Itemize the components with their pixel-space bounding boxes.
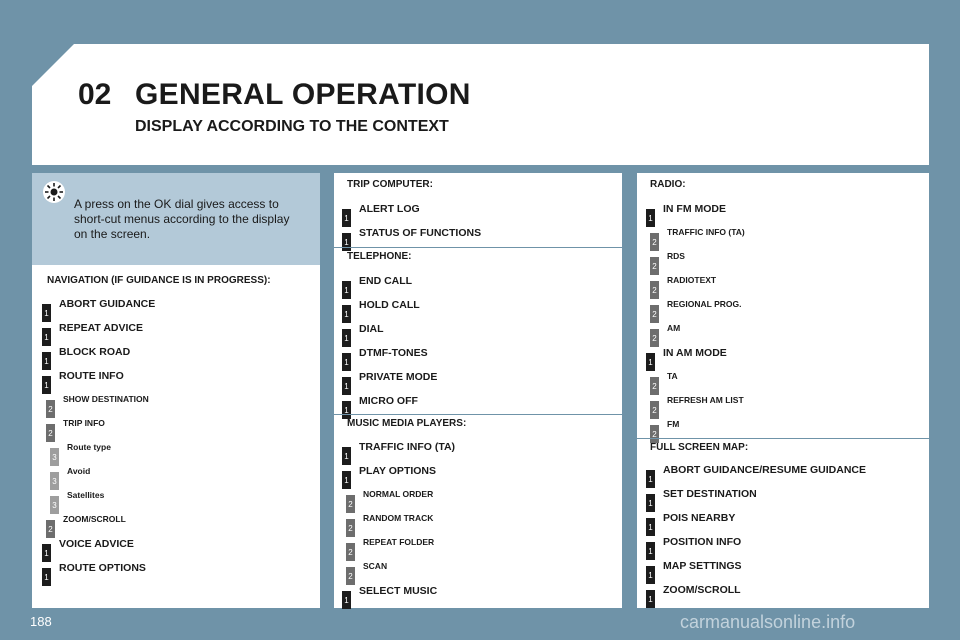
menu-item: VOICE ADVICE — [59, 538, 134, 550]
menu-item: SET DESTINATION — [663, 488, 757, 500]
menu-level-badge: 2 — [650, 425, 659, 443]
menu-item: DTMF-TONES — [359, 347, 428, 359]
menu-level-badge: 1 — [646, 470, 655, 488]
menu-item: ZOOM/SCROLL — [663, 584, 741, 596]
menu-item: Satellites — [67, 490, 105, 500]
menu-level-badge: 1 — [646, 518, 655, 536]
menu-item: AM — [667, 323, 681, 333]
radio-heading: RADIO: — [650, 179, 686, 190]
menu-level-badge: 1 — [42, 376, 51, 394]
menu-item: TRAFFIC INFO (TA) — [667, 227, 745, 237]
menu-item: RDS — [667, 251, 685, 261]
menu-level-badge: 2 — [650, 305, 659, 323]
chapter-number: 02 — [78, 78, 112, 111]
menu-item: POSITION INFO — [663, 536, 742, 548]
menu-item: REPEAT ADVICE — [59, 322, 144, 334]
divider — [334, 414, 622, 415]
menu-item: TA — [667, 371, 678, 381]
menu-level-badge: 3 — [50, 496, 59, 514]
menu-item: HOLD CALL — [359, 299, 420, 311]
menu-level-badge: 1 — [42, 544, 51, 562]
menu-item: Route type — [67, 442, 111, 452]
menu-item: POIS NEARBY — [663, 512, 736, 524]
menu-item: REGIONAL PROG. — [667, 299, 742, 309]
menu-level-badge: 1 — [342, 401, 351, 419]
menu-level-badge: 2 — [650, 257, 659, 275]
page-number: 188 — [30, 614, 52, 629]
menu-item: PRIVATE MODE — [359, 371, 438, 383]
navigation-heading: NAVIGATION (IF GUIDANCE IS IN PROGRESS): — [47, 275, 271, 286]
menu-level-badge: 2 — [650, 401, 659, 419]
menu-level-badge: 1 — [42, 328, 51, 346]
page-title: GENERAL OPERATION — [135, 78, 471, 111]
menu-level-badge: 1 — [42, 352, 51, 370]
tip-text: A press on the OK dial gives access to short-cut menus according to the display on the screen. — [74, 197, 290, 241]
menu-item: IN FM MODE — [663, 203, 726, 215]
divider — [334, 247, 622, 248]
menu-level-badge: 2 — [346, 519, 355, 537]
menu-level-badge: 2 — [650, 377, 659, 395]
full-screen-map-heading: FULL SCREEN MAP: — [650, 442, 749, 453]
sun-bulb-icon — [42, 180, 66, 209]
menu-item: RADIOTEXT — [667, 275, 717, 285]
menu-level-badge: 1 — [342, 305, 351, 323]
menu-level-badge: 1 — [342, 353, 351, 371]
telephone-heading: TELEPHONE: — [347, 251, 412, 262]
trip-computer-heading: TRIP COMPUTER: — [347, 179, 433, 190]
left-column-panel — [32, 265, 320, 608]
menu-level-badge: 2 — [46, 400, 55, 418]
menu-item: END CALL — [359, 275, 413, 287]
menu-item: ABORT GUIDANCE — [59, 298, 156, 310]
menu-item: SELECT MUSIC — [359, 585, 438, 597]
menu-item: NORMAL ORDER — [363, 489, 434, 499]
header-corner-cut — [32, 44, 74, 86]
menu-level-badge: 1 — [646, 590, 655, 608]
menu-item: ALERT LOG — [359, 203, 420, 215]
menu-level-badge: 1 — [646, 494, 655, 512]
menu-item: REPEAT FOLDER — [363, 537, 435, 547]
menu-item: STATUS OF FUNCTIONS — [359, 227, 482, 239]
menu-level-badge: 1 — [342, 377, 351, 395]
menu-level-badge: 1 — [342, 329, 351, 347]
menu-level-badge: 2 — [650, 329, 659, 347]
menu-item: TRIP INFO — [63, 418, 105, 428]
menu-level-badge: 1 — [42, 304, 51, 322]
menu-level-badge: 2 — [46, 520, 55, 538]
menu-item: SHOW DESTINATION — [63, 394, 149, 404]
menu-item: PLAY OPTIONS — [359, 465, 437, 477]
menu-level-badge: 1 — [342, 471, 351, 489]
menu-item: FM — [667, 419, 680, 429]
menu-item: ABORT GUIDANCE/RESUME GUIDANCE — [663, 464, 867, 476]
menu-item: IN AM MODE — [663, 347, 727, 359]
menu-item: TRAFFIC INFO (TA) — [359, 441, 456, 453]
menu-level-badge: 2 — [346, 495, 355, 513]
page-subtitle: DISPLAY ACCORDING TO THE CONTEXT — [135, 118, 449, 135]
menu-level-badge: 1 — [646, 542, 655, 560]
menu-level-badge: 3 — [50, 472, 59, 490]
menu-level-badge: 2 — [46, 424, 55, 442]
watermark: carmanualsonline.info — [680, 612, 856, 632]
menu-level-badge: 1 — [342, 281, 351, 299]
menu-level-badge: 1 — [42, 568, 51, 586]
menu-level-badge: 2 — [346, 543, 355, 561]
divider — [637, 438, 929, 439]
menu-level-badge: 3 — [50, 448, 59, 466]
menu-item: ZOOM/SCROLL — [63, 514, 126, 524]
menu-item: Avoid — [67, 466, 91, 476]
menu-level-badge: 1 — [342, 591, 351, 609]
menu-level-badge: 1 — [342, 233, 351, 251]
menu-level-badge: 1 — [646, 209, 655, 227]
menu-level-badge: 1 — [342, 209, 351, 227]
menu-level-badge: 1 — [342, 447, 351, 465]
menu-item: REFRESH AM LIST — [667, 395, 744, 405]
menu-level-badge: 2 — [346, 567, 355, 585]
menu-level-badge: 1 — [646, 566, 655, 584]
menu-item: ROUTE OPTIONS — [59, 562, 146, 574]
menu-level-badge: 1 — [646, 353, 655, 371]
menu-level-badge: 2 — [650, 233, 659, 251]
menu-item: MAP SETTINGS — [663, 560, 742, 572]
menu-level-badge: 2 — [650, 281, 659, 299]
menu-item: DIAL — [359, 323, 384, 335]
menu-item: BLOCK ROAD — [59, 346, 131, 358]
music-media-players-heading: MUSIC MEDIA PLAYERS: — [347, 418, 467, 429]
menu-item: SCAN — [363, 561, 388, 571]
menu-item: ROUTE INFO — [59, 370, 124, 382]
menu-item: MICRO OFF — [359, 395, 418, 407]
menu-item: RANDOM TRACK — [363, 513, 434, 523]
